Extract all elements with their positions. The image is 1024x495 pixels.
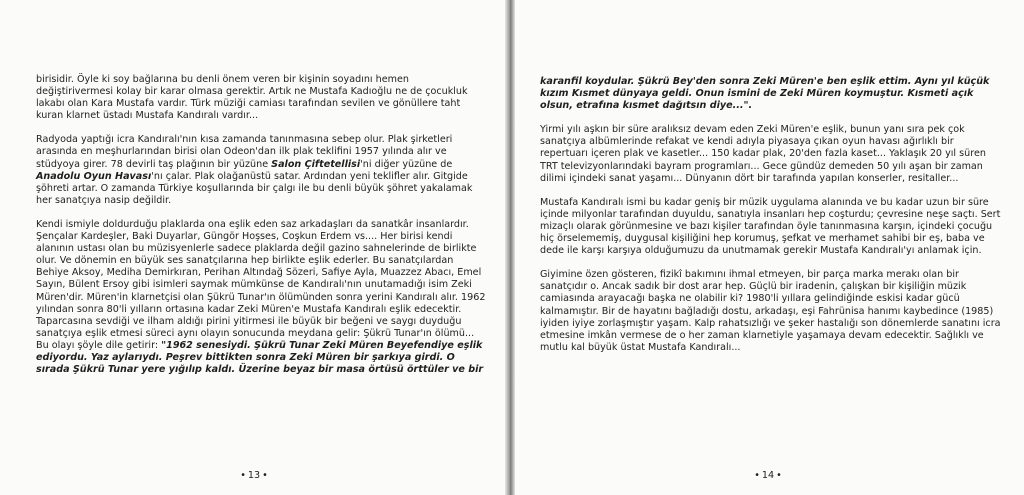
paragraph xyxy=(540,76,1004,112)
text-run: 'ni diğer yüzüne de xyxy=(360,158,453,170)
paragraph xyxy=(36,74,488,122)
folio-bullet: • xyxy=(262,470,268,481)
left-page xyxy=(0,0,508,495)
emphasis-text: Salon Çiftetellisi xyxy=(271,158,361,170)
paragraph xyxy=(540,269,1004,354)
emphasis-text: Anadolu Oyun Havası xyxy=(36,170,152,182)
left-page-number xyxy=(0,470,508,481)
folio-bullet: • xyxy=(240,470,246,481)
page-number: 13 xyxy=(247,470,261,481)
text-run: 'nı çalar. Plak olağanüstü satar. Ardından yeni teklifler alır. Gitgide şöhreti artar. O zamanda Türkiye koşullarında bir çalgı ile bu denli büyük şöhret yakalamak her sanatçıya nasip değildir. xyxy=(36,170,473,206)
text-run: Yirmi yılı aşkın bir süre aralıksız devam eden Zeki Müren'e eşlik, bunun yanı sıra pek çok sanatçıya albümlerinde refakat ve kendi adıyla piyasaya çıkan oyun havası ağırlıklı bir repertuarı içeren plak ve kasetler... 150 kadar plak, 20'den fazla kaset... Yaklaşık 20 yıl süren TRT televizyonlarındaki bayram programları... Gece gündüz demeden 50 yılı aşan bir zaman dilimi içindeki sanat yaşamı... Dünyanın dört bir tarafında yapılan konserler, resitaller... xyxy=(540,124,986,184)
text-run: Kendi ismiyle doldurduğu plaklarda ona eşlik eden saz arkadaşları da sanatkâr insanlardır. Şençalar Kardeşler, Baki Duyarlar, Güngör Hoşses, Coşkun Erdem vs.... Her birisi kendi alanının ustası olan bu müzisyenlerle sadece plaklarda değil gazino sahnelerinde de birlikte olur. Ve dönemin en büyük ses sanatçılarına hep birlikte eşlik ederler. Bu sanatçılardan Behiye Aksoy, Mediha Demirkıran, Perihan Altındağ Sözeri, Safiye Ayla, Muazzez Abacı, Emel Sayın, Bülent Ersoy gibi isimleri saymak mümkünse de Kandıralı'nın unutamadığı isim Zeki Müren'dir. Müren'in klarnetçisi olan Şükrü Tunar'ın ölümünden sonra yerini Kandıralı alır. 1962 yılından sonra 80'li yılların ortasına kadar Zeki Müren'e Mustafa Kandıralı eşlik edecektir. Taparcasına sevdiği ve ilham aldığı pirini yitirmesi ile büyük bir beğeni ve saygı duyduğu sanatçıya eşlik etmesi süreci aynı olayın sonucunda meydana gelir: Şükrü Tunar'ın ölümü... Bu olayı şöyle dile getirir: xyxy=(36,218,486,351)
folio-bullet: • xyxy=(776,470,782,481)
right-page-text xyxy=(540,76,1004,354)
book-gutter xyxy=(505,0,515,495)
paragraph xyxy=(540,124,1004,184)
left-page-text xyxy=(36,74,488,376)
paragraph xyxy=(36,134,488,207)
text-run: Mustafa Kandıralı ismi bu kadar geniş bir müzik uygulama alanında ve bu kadar uzun bir süre içinde milyonlar tarafından duyuldu, sanatıyla insanları hep coşturdu; çevresine neşe saçtı. Sert mizaçlı olarak görünmesine ve bazı kişiler tarafından öyle tanınmasına karşın, içindeki çocuğu hiç örselememiş, duygusal kişiliğini hep korumuş, şefkat ve merhamet sahibi bir eş, baba ve dede ile karşı karşıya olduğumuzu da unutmamak gerekir Mustafa Kandıralı'yı anlamak için. xyxy=(540,196,1001,257)
folio-bullet: • xyxy=(754,470,760,481)
right-page-number xyxy=(512,470,1024,481)
text-run: Giyimine özen gösteren, fizikî bakımını ihmal etmeyen, bir parça marka merakı olan bir sanatçıdır o. Ancak sadık bir dost arar hep. Güçlü bir iradenin, çalışkan bir kişiliğin müzik camiasında arayacağı başka ne olabilir ki? 1980'li yıllara gelindiğinde eskisi kadar gücü kalmamıştır. Bir de hayatını bağladığı dostu, arkadaşı, eşi Fahrünisa hanımı kaybedince (1985) iyiden iyiye zorlaşmıştır yaşam. Kalp rahatsızlığı ve şeker hastalığı son dönemlerde sanatını icra etmesine imkân vermese de o her zaman klarnetiyle yaşamaya devam edecektir. Sağlıklı ve mutlu kal büyük üstat Mustafa Kandıralı... xyxy=(540,269,1001,353)
text-run: birisidir. Öyle ki soy bağlarına bu denli önem veren bir kişinin soyadını hemen değiştirivermesi kolay bir karar olmasa gerektir. Artık ne Mustafa Kadıoğlu ne de çocukluk lakabı olan Kara Mustafa vardır. Türk müziği camiası tarafından sevilen ve gönüllere taht kuran klarnet üstadı Mustafa Kandıralı vardır... xyxy=(36,74,468,122)
paragraph xyxy=(36,219,488,376)
text-run: Radyoda yaptığı icra Kandıralı'nın kısa zamanda tanınmasına sebep olur. Plak şirketleri arasında en meşhurlarından birisi olan Odeon'dan ilk plak teklifini 1957 yılında alır ve stüdyoya girer. 78 devirli taş plağının bir yüzüne xyxy=(36,134,453,170)
paragraph xyxy=(540,197,1004,257)
emphasis-text: "1962 senesiydi. Şükrü Tunar Zeki Müren Beyefendiye eşlik ediyordu. Yaz aylarıydı. Peşrev bittikten sonra Zeki Müren bir şarkıya girdi. O sırada Şükrü Tunar yere yığılıp kaldı. Üzerine beyaz bir masa örtüsü örttüler ve bir xyxy=(36,339,484,376)
page-number: 14 xyxy=(761,470,775,481)
emphasis-text: karanfil koydular. Şükrü Bey'den sonra Zeki Müren'e ben eşlik ettim. Aynı yıl küçük kızım Kısmet dünyaya geldi. Onun ismini de Zeki Müren koymuştur. Kısmeti açık olsun, etrafına kısmet dağıtsın diye...". xyxy=(540,76,990,112)
right-page xyxy=(512,0,1024,495)
